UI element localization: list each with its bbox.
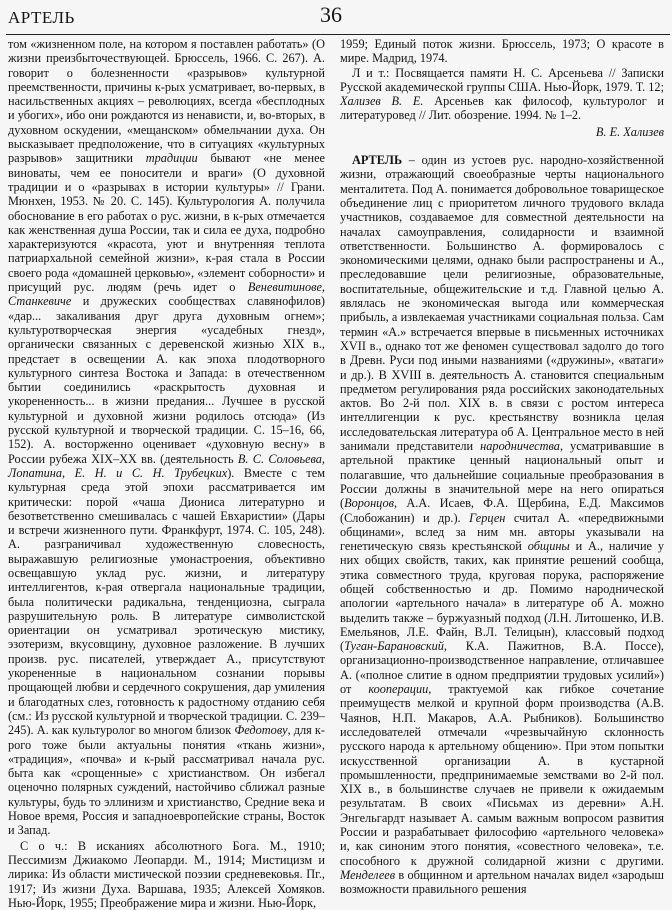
running-head: АРТЕЛЬ [8, 8, 75, 27]
literature-list: Л и т.: Посвящается памяти Н. С. Арсеньева // Записки Русской академической группы США. Нью-Йорк, 1979. Т. 12; Хализев В. Е. Арсеньев как философ, культуролог и литературовед // Лит. обозрение. 1994. № 1–2. [340, 65, 665, 123]
works-list: С о ч.: В исканиях абсолютного Бога. М., 1910; Пессимизм Джиакомо Леопарди. М., 1914; Мистицизм и лирика: Из области мистической поэзии средневековья. Пг., 1917; Из жизни Духа. Варшава, 1935; Алексей Хомяков. Нью-Йорк, 1955; Преображение мира и жизни. Нью-Йорк, [8, 838, 325, 910]
header-rule [6, 34, 670, 35]
page-header [0, 0, 672, 38]
entry-headword: АРТЕЛЬ [352, 153, 403, 168]
artel-entry: АРТЕЛЬ – один из устоев рус. народно-хозяйственной жизни, отражающий своеобразные черты национального менталитета. Под А. понимается добровольное товарищеское объединение лиц с приоритетом личного трудового вклада участников, создаваемое для совместной деятельности на началах самоуправления, солидарности и взаимной ответственности. Большинство А. формировалось с экономическими целями, однако были распространены и А., преследовавшие цели религиозные, образовательные, воспитательные, общежительские и т.д. Главной целью А. являлась не экономическая выгода или коммерческая прибыль, а извлекаемая участниками социальная польза. Сам термин «А.» встречается впервые в письменных источниках XVII в., однако тот же феномен существовал задолго до того в Древн. Руси под иными названиями («дружины», «ватаги» и др.). В XVIII в. деятельность А. становится специальным предметом регулирования ряда российских законодательных актов. Во 2-й пол. XIX в. в связи с ростом интереса интеллигенции к рус. крестьянству возникла целая исследовательская литература об А. Центральное место в ней занимали представители народничества, усматривавшие в артельной практике ценный национальный опыт и полагавшие, что дальнейшие социальные преобразования в России должны в значительной мере на него опираться (Воронцов, А.А. Исаев, Ф.А. Щербина, Е.Д. Максимов (Слобожанин) и др.). Герцен считал А. «передвижными общинами», вслед за ним мн. авторы указывали на генетическую связь крестьянской общины и А., наличие у них общих свойств, таких, как принятие решений сообща, этика совместного труда, круговая порука, распоряжение общей собственностью и др. Помимо народнической апологии «артельного начала» в литературе об А. можно выделить также – буржуазный подход (Л.Н. Литошенко, И.В. Емельянов, Л.Е. Файн, В.Л. Телицын), классовый подход (Туган-Барановский, К.А. Пажитнов, В.А. Поссе), организационно-производственное направление, отличавшее А. («полное слитие в одном предприятии трудовых усилий») от кооперации, трактуемой как гибкое сочетание преимуществ мелкой и крупной форм производства (А.В. Чаянов, Н.П. Макаров, А.А. Рыбников). Большинство исследователей отмечали «чрезвычайную склонность русского народа к артельному общению». При этом попытки искусственной организации А. в кустарной промышленности, предпринимаемые земствами во 2-й пол. XIX в., в большинстве случаев не привели к ожидаемым результатам. В своих «Письмах из деревни» А.Н. Энгельгардт называет А. самым важным вопросом развития России и разрабатывает философию «артельного человека» и, как синоним этого понятия, «совестного человека», т.е. способного к дружной солидарной жизни с другими. Менделеев в общинном и артельном началах видел «зародыш возможности правильного решения [340, 153, 664, 897]
works-list-continued: 1959; Единый поток жизни. Брюссель, 1973; О красоте в мире. Мадрид, 1974. [340, 37, 664, 66]
arsenyev-text: том «жизненном поле, на котором я поставлен работать» (О жизни преизбыточествующей. Брюссель, 1966. С. 267). А. говорит о болезненности «разрывов» культурной преемственности, причины к-рых усматривает, во-первых, в насильственных акциях – революциях, всегда «бесплодных и убогих», ибо они рождаются из ненависти, и, во-вторых, в духовном оскудении, «мещанском» обмельчании духа. Он высказывает предположение, что в ситуациях «культурных разрывов» защитники традиции бывают «не менее виноваты, чем ее поносители и враги» (О духовной традиции и о «разрывах в истории культуры» // Грани. Мюнхен, 1953. № 20. С. 145). Культурология А. получила обоснование в его работах о рус. жизни, в к-рых отмечается как женственная душа России, так и сила ее духа, подробно характеризуются «красота, уют и внутренняя теплота патриархальной семейной жизни», к-рая стала в России своего рода «домашней церковью», «элемент соборности» и присущий рус. людям (речь идет о Веневитинове, Станкевиче и дружеских сообществах славянофилов) «дар... закаливания друг друга духовным огнем»; культуротворческая энергия «усадебных гнезд», органически связанных с деревенской жизнью XIX в., предстает в освещении А. как эпоха плодотворного культурного синтеза Востока и Запада: в отечественном бытии соединились «раскрытость духовная и укорененность... в жизни предания... Лучшее в русской культурной и духовной жизни родилось отсюда» (Из русской культурной и творческой традиции. С. 15–16, 66, 152). А. восторженно оценивает «духовную весну» в России рубежа XIX–XX вв. (деятельность В. С. Соловьева, Лопатина, Е. Н. и С. Н. Трубецких). Вместе с тем культурная среда этой эпохи рассматривается им критически: порой «чаша Диониса литературно и безответственно смешивалась с чашей Евхаристии» (Дары и встречи жизненного пути. Франкфурт, 1974. С. 105, 248). А. разграничивал художественную словесность, выражавшую религиозные умонастроения, объективно освещавшую уклад рус. жизни, и литературу интеллигентов, к-рая отвергала национальные традиции, была политически радикальна, тенденциозна, сыграла разрушительную роль. В литературе символистской ориентации он усматривал эротическую мистику, эзотеризм, вкусовщину, духовное разложение. В лучших произв. рус. писателей, утверждает А., присутствуют укорененные в национальном сознании порывы прощающей любви и сердечного сокрушения, дар умиления и благодатных слез, готовность к радостному отданию себя (см.: Из русской культурной и творческой традиции. С. 239–245). А. как культуролог во многом близок Федотову, для к-рого тоже были актуальны понятия «ткань жизни», «традиция», «почва» и к-рый рассматривал начала рус. быта как «срощенные» с христианством. Он избегал оценочно полярных суждений, настойчиво сближал разные культуры, будь то эллинизм и христианство, Средние века и Новое время, Россия и западноевропейские страны, Восток и Запад. [8, 37, 325, 838]
right-column [340, 37, 665, 897]
page-number: 36 [320, 2, 342, 27]
article-author: В. Е. Хализев [595, 124, 664, 139]
left-column [8, 37, 325, 910]
